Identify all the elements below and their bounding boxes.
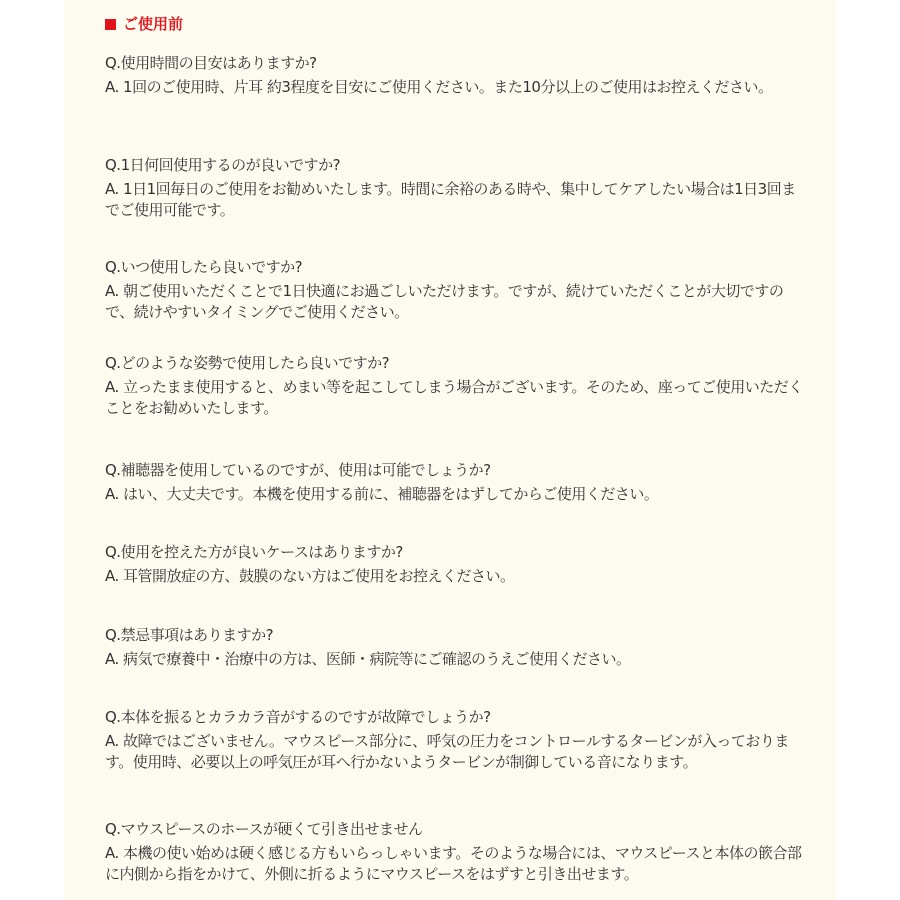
- section-title: ご使用前: [123, 15, 184, 33]
- section-header: [105, 14, 183, 34]
- faq-question: Q.マウスピースのホースが硬くて引き出せません: [105, 820, 423, 838]
- faq-answer: A. 耳管開放症の方、鼓膜のない方はご使用をお控えください。: [105, 567, 515, 585]
- faq-answer: A. はい、大丈夫です。本機を使用する前に、補聴器をはずしてからご使用ください。: [105, 485, 659, 503]
- faq-item: [105, 257, 810, 323]
- faq-item: [105, 353, 810, 419]
- square-bullet-icon: [105, 19, 116, 30]
- faq-question: Q.本体を振るとカラカラ音がするのですが故障でしょうか?: [105, 708, 491, 726]
- faq-question: Q.使用を控えた方が良いケースはありますか?: [105, 543, 403, 561]
- faq-item: [105, 707, 810, 773]
- faq-item: [105, 542, 810, 587]
- faq-answer: A. 本機の使い始めは硬く感じる方もいらっしゃいます。そのような場合には、マウスピースと本体の篏合部に内側から指をかけて、外側に折るようにマウスピースをはずすと引き出せます。: [105, 844, 802, 883]
- faq-answer: A. 故障ではございません。マウスピース部分に、呼気の圧力をコントロールするタービンが入っております。使用時、必要以上の呼気圧が耳へ行かないようタービンが制御している音になります。: [105, 732, 789, 771]
- faq-item: [105, 819, 810, 885]
- faq-answer: A. 病気で療養中・治療中の方は、医師・病院等にご確認のうえご使用ください。: [105, 650, 631, 668]
- faq-item: [105, 53, 810, 98]
- faq-item: [105, 155, 810, 221]
- faq-answer: A. 1回のご使用時、片耳 約3程度を目安にご使用ください。また10分以上のご使用はお控えください。: [105, 78, 773, 96]
- faq-question: Q.使用時間の目安はありますか?: [105, 54, 317, 72]
- faq-question: Q.どのような姿勢で使用したら良いですか?: [105, 354, 390, 372]
- faq-answer: A. 朝ご使用いただくことで1日快適にお過ごしいただけます。ですが、続けていただくことが大切ですので、続けやすいタイミングでご使用ください。: [105, 282, 784, 321]
- faq-item: [105, 460, 810, 505]
- faq-question: Q.補聴器を使用しているのですが、使用は可能でしょうか?: [105, 461, 491, 479]
- faq-item: [105, 625, 810, 670]
- faq-answer: A. 1日1回毎日のご使用をお勧めいたします。時間に余裕のある時や、集中してケアしたい場合は1日3回までご使用可能です。: [105, 180, 796, 219]
- faq-question: Q.1日何回使用するのが良いですか?: [105, 156, 341, 174]
- faq-question: Q.いつ使用したら良いですか?: [105, 258, 303, 276]
- faq-answer: A. 立ったまま使用すると、めまい等を起こしてしまう場合がございます。そのため、座ってご使用いただくことをお勧めいたします。: [105, 378, 803, 417]
- faq-question: Q.禁忌事項はありますか?: [105, 626, 274, 644]
